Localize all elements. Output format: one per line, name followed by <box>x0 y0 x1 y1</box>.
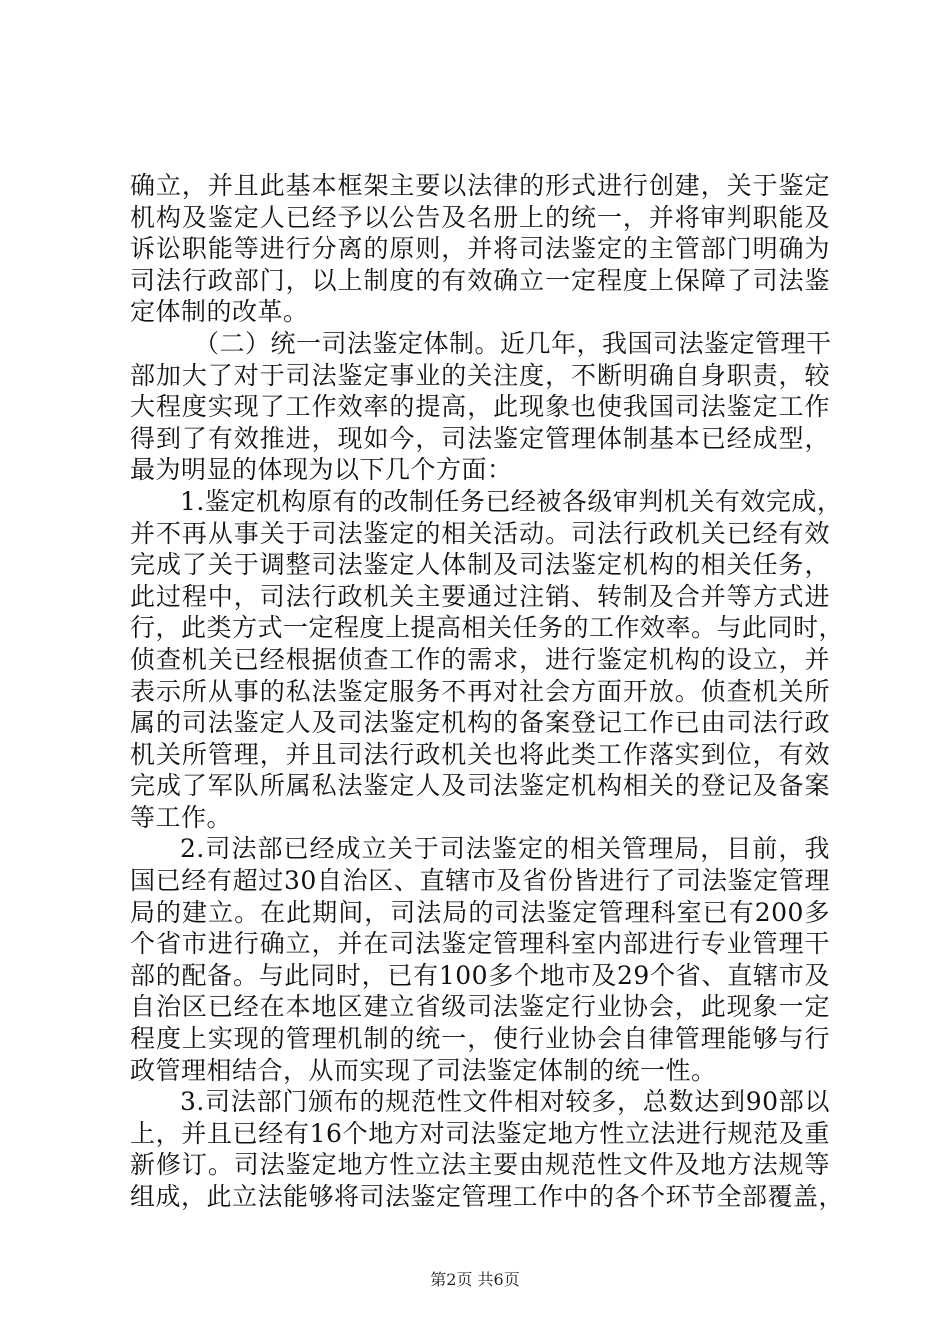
text-line: 个省市进行确立，并在司法鉴定管理科室内部进行专业管理干 <box>130 929 830 959</box>
text-line: 新修订。司法鉴定地方性立法主要由规范性文件及地方法规等 <box>130 1150 830 1180</box>
text-line: 国已经有超过30自治区、直辖市及省份皆进行了司法鉴定管理 <box>130 866 830 896</box>
text-line: 机关所管理，并且司法行政机关也将此类工作落实到位，有效 <box>130 739 830 769</box>
text-line: 完成了军队所属私法鉴定人及司法鉴定机构相关的登记及备案 <box>130 771 830 801</box>
text-line: 部加大了对于司法鉴定事业的关注度，不断明确自身职责，较 <box>130 360 830 390</box>
text-line: 表示所从事的私法鉴定服务不再对社会方面开放。侦查机关所 <box>130 676 830 706</box>
text-line: （二）统一司法鉴定体制。近几年，我国司法鉴定管理干 <box>194 328 832 358</box>
text-line: 属的司法鉴定人及司法鉴定机构的备案登记工作已由司法行政 <box>130 708 830 738</box>
text-line: 得到了有效推进，现如今，司法鉴定管理体制基本已经成型， <box>130 423 830 453</box>
text-line: 上，并且已经有16个地方对司法鉴定地方性立法进行规范及重 <box>130 1118 830 1148</box>
text-line: 并不再从事关于司法鉴定的相关活动。司法行政机关已经有效 <box>130 518 830 548</box>
text-line: 完成了关于调整司法鉴定人体制及司法鉴定机构的相关任务， <box>130 550 830 580</box>
text-line: 行，此类方式一定程度上提高相关任务的工作效率。与此同时， <box>130 613 845 643</box>
text-line: 确立，并且此基本框架主要以法律的形式进行创建，关于鉴定 <box>130 171 830 200</box>
text-line: 机构及鉴定人已经予以公告及名册上的统一，并将审判职能及 <box>130 202 830 232</box>
text-line: 司法行政部门，以上制度的有效确立一定程度上保障了司法鉴 <box>130 265 830 295</box>
text-line: 3.司法部门颁布的规范性文件相对较多，总数达到90部以 <box>180 1087 830 1117</box>
text-line: 定体制的改革。 <box>130 297 309 327</box>
text-line: 等工作。 <box>130 802 233 832</box>
text-line: 大程度实现了工作效率的提高，此现象也使我国司法鉴定工作 <box>130 392 830 422</box>
body-text <box>130 170 845 1213</box>
text-line: 2.司法部已经成立关于司法鉴定的相关管理局，目前，我 <box>180 834 830 864</box>
text-line: 最为明显的体现为以下几个方面： <box>130 455 513 485</box>
text-line: 组成，此立法能够将司法鉴定管理工作中的各个环节全部覆盖， <box>130 1182 845 1211</box>
text-line: 此过程中，司法行政机关主要通过注销、转制及合并等方式进 <box>130 581 830 611</box>
text-line: 诉讼职能等进行分离的原则，并将司法鉴定的主管部门明确为 <box>130 234 830 264</box>
text-line: 侦查机关已经根据侦查工作的需求，进行鉴定机构的设立，并 <box>130 644 830 674</box>
text-line: 政管理相结合，从而实现了司法鉴定体制的统一性。 <box>130 1055 717 1085</box>
text-line: 局的建立。在此期间，司法局的司法鉴定管理科室已有200多 <box>130 897 830 927</box>
page-footer: 第2页 共6页 <box>430 1270 520 1289</box>
text-line: 程度上实现的管理机制的统一，使行业协会自律管理能够与行 <box>130 1024 830 1054</box>
text-line: 自治区已经在本地区建立省级司法鉴定行业协会，此现象一定 <box>130 992 830 1022</box>
text-line: 1.鉴定机构原有的改制任务已经被各级审判机关有效完成， <box>180 486 843 516</box>
text-line: 部的配备。与此同时，已有100多个地市及29个省、直辖市及 <box>130 960 830 990</box>
